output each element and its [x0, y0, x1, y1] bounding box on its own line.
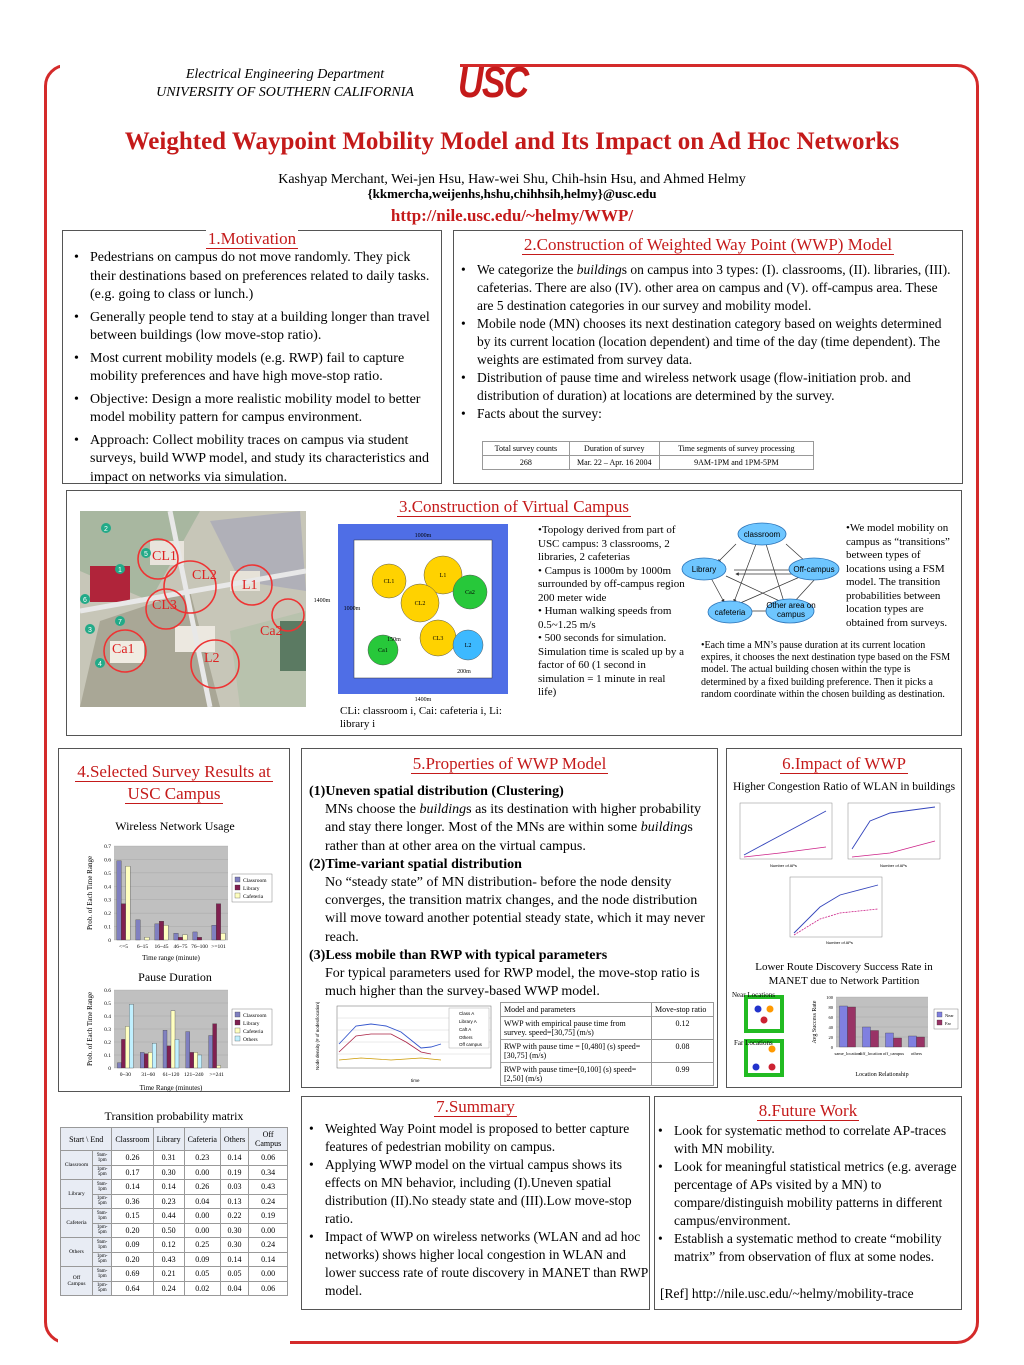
- svg-text:5: 5: [144, 551, 148, 558]
- svg-text:Ca2: Ca2: [465, 590, 475, 596]
- svg-text:Library A: Library A: [459, 1019, 477, 1024]
- legend-label: Near: [945, 1013, 954, 1018]
- campus-caption: CLi: classroom i, Cai: cafeteria i, Li: library i: [340, 705, 502, 730]
- bar: [155, 924, 159, 940]
- bar: [117, 861, 121, 940]
- list-item: • Approach: Collect mobility traces on campus via student surveys, build WWP model, and study its characteristics and impact on networks via simulation.: [68, 432, 436, 488]
- wwp-construction-list: [455, 261, 955, 423]
- transition-matrix-table: [60, 1127, 288, 1296]
- wwp-construction-title: 2.Construction of Weighted Way Point (WWP) Model: [523, 235, 893, 254]
- table-row: Classroom 9am-1pm 0.26 0.31 0.23 0.14 0.06: [61, 1151, 288, 1166]
- impact-title: 6.Impact of WWP: [782, 754, 906, 773]
- svg-text:Number of APs: Number of APs: [880, 863, 907, 868]
- svg-text:1: 1: [118, 567, 122, 574]
- x-tick-label: <=5: [119, 944, 128, 950]
- bar: [136, 920, 140, 940]
- table-row: RWP with pause time = [0,480] (s) speed=[30,75] (m/s) 0.08: [501, 1040, 714, 1063]
- table-row: Library 9am-1pm 0.14 0.14 0.26 0.03 0.43: [61, 1180, 288, 1195]
- bar: [174, 933, 178, 940]
- success-rate-chart: [812, 995, 958, 1078]
- matrix-title: Transition probability matrix: [104, 1109, 244, 1123]
- bar: [197, 937, 201, 940]
- svg-text:L1: L1: [439, 573, 447, 579]
- list-item: • Look for meaningful statistical metrics (e.g. average percentage of APs visited by a MN) to compare/distinguish mobility patterns in different campus/environment.: [652, 1158, 958, 1230]
- legend-swatch: [235, 877, 240, 882]
- x-tick-label: others: [911, 1051, 922, 1056]
- legend-swatch: [235, 1012, 240, 1017]
- chart-title: Wireless Network Usage: [115, 819, 235, 833]
- table-header: Start \ End: [61, 1128, 112, 1151]
- x-tick-label: >=241: [209, 1072, 224, 1078]
- x-tick-label: same_location: [834, 1051, 861, 1056]
- bar: [917, 1037, 925, 1047]
- bar: [217, 1065, 221, 1068]
- legend-swatch: [235, 1036, 240, 1041]
- y-tick-label: 0: [108, 938, 111, 944]
- wireless-usage-chart: [82, 838, 288, 964]
- y-tick-label: 0.6: [104, 988, 111, 994]
- legend-swatch: [937, 1012, 942, 1017]
- bar: [126, 866, 130, 940]
- legend-label: Others: [243, 1037, 258, 1043]
- bar: [171, 1011, 175, 1068]
- x-tick-label: 61~120: [162, 1072, 180, 1078]
- table-header: Others: [220, 1128, 248, 1151]
- survey-results-title: 4.Selected Survey Results at USC Campus: [77, 762, 271, 803]
- svg-text:4: 4: [98, 661, 102, 668]
- chart-title: Pause Duration: [138, 970, 212, 984]
- motivation-title: 1.Motivation: [207, 229, 297, 248]
- bar: [212, 925, 216, 940]
- x-tick-label: 46~75: [173, 944, 188, 950]
- svg-text:Near Locations: Near Locations: [732, 991, 775, 999]
- bar: [221, 933, 225, 940]
- x-tick-label: 6~15: [136, 944, 149, 950]
- y-tick-label: 0.2: [104, 911, 111, 918]
- svg-text:150m: 150m: [387, 637, 401, 643]
- bar: [198, 1055, 202, 1068]
- table-header: Classroom: [112, 1128, 153, 1151]
- x-tick-label: 121~240: [184, 1072, 204, 1078]
- bar: [121, 904, 125, 940]
- bar: [186, 1032, 190, 1068]
- x-tick-label: 76~100: [191, 944, 208, 950]
- fsm-node: Library: [691, 565, 717, 574]
- svg-text:7: 7: [118, 619, 122, 626]
- map-label: L2: [204, 651, 220, 666]
- bar: [193, 932, 197, 940]
- table-row: 1pm-5pm 0.20 0.43 0.09 0.14 0.14: [61, 1252, 288, 1267]
- svg-text:CL2: CL2: [414, 601, 426, 607]
- department: Electrical Engineering Department UNIVERSITY OF SOUTHERN CALIFORNIA: [156, 67, 414, 100]
- bar: [190, 1052, 194, 1068]
- y-tick-label: 100: [826, 995, 833, 1000]
- bar: [862, 1027, 870, 1047]
- plot-area: [114, 846, 228, 940]
- y-tick-label: 40: [828, 1025, 833, 1030]
- svg-text:Ca1: Ca1: [378, 648, 388, 654]
- table-header: Cafeteria: [184, 1128, 220, 1151]
- table-header: Off Campus: [249, 1128, 288, 1151]
- y-tick-label: 80: [828, 1005, 833, 1010]
- emails: {kkmercha,weijenhs,hshu,chihhsih,helmy}@usc.edu: [367, 186, 657, 201]
- list-item: • Objective: Design a more realistic mobility model to better model mobility pattern for campus environment.: [68, 391, 436, 428]
- legend-swatch: [937, 1020, 942, 1025]
- svg-text:Number of APs: Number of APs: [770, 863, 797, 868]
- future-work-list: [652, 1122, 958, 1266]
- y-axis-label: Avg Success Rate: [812, 1000, 818, 1044]
- project-url[interactable]: http://nile.usc.edu/~helmy/WWP/: [390, 206, 634, 225]
- congestion-charts: [730, 797, 960, 947]
- y-tick-label: 60: [828, 1015, 833, 1020]
- table-row: 1pm-5pm 0.17 0.30 0.00 0.19 0.34: [61, 1165, 288, 1180]
- list-item: • Applying WWP model on the virtual campus shows its effects on MN behavior, including (I).Uneven spatial distribution (II).No steady state and (III).Low move-stop ratio.: [303, 1156, 648, 1228]
- svg-text:2: 2: [104, 526, 108, 533]
- map-label: L1: [242, 578, 258, 593]
- table-row: Off Campus 9am-1pm 0.69 0.21 0.05 0.05 0.00: [61, 1267, 288, 1282]
- motivation-list: [68, 249, 436, 491]
- list-item: • Generally people tend to stay at a building longer than travel between buildings (low move-stop ratio).: [68, 309, 436, 346]
- fsm-node: cafeteria: [714, 608, 746, 617]
- bar: [216, 904, 220, 940]
- node-density-chart: [311, 1002, 497, 1086]
- table-row: 1pm-5pm 0.20 0.50 0.00 0.30 0.00: [61, 1223, 288, 1238]
- bar: [129, 1004, 133, 1068]
- y-tick-label: 0: [830, 1045, 833, 1050]
- bar: [117, 1063, 121, 1068]
- list-item: • Mobile node (MN) chooses its next destination category based on weights determined by its current location (location dependent) and time of the day (time dependent). The weights are estimated from survey data.: [455, 315, 955, 369]
- wwp-properties-text: (1)Uneven spatial distribution (Clustering) MNs choose the buildings as its destination with higher probability and stay there longer. Most of the MNs are within some buildings rather than at other area on the virtual campus. (2)Time-variant spatial distribution No “steady state” of MN distribution- before the node density converges, the transition matrix changes, and the node distribution will move toward another potential steady state, which it may never reach. (3)Less mobile than RWP with typical parameters For typical parameters used for RWP model, the move-stop ratio is much higher than the survey-based WWP model.: [309, 784, 705, 1000]
- map-label: CL3: [152, 598, 177, 613]
- bar: [167, 1046, 171, 1068]
- impact-caption-1: Higher Congestion Ratio of WLAN in buildings: [732, 781, 956, 793]
- y-tick-label: 0.5: [104, 870, 111, 877]
- y-axis-label: Prob. of Each Time Range: [86, 855, 94, 931]
- x-tick-label: 0~30: [119, 1072, 132, 1078]
- y-tick-label: 0.1: [104, 1053, 111, 1059]
- table-row: RWP with pause time=[0,100] (s) speed=[2,50] (m/s) 0.99: [501, 1063, 714, 1086]
- y-axis-label: Prob. of Each Time Range: [86, 991, 94, 1067]
- list-item: • Establish a systematic method to create “mobility matrix” from observation of flux at some nodes.: [652, 1230, 958, 1266]
- move-stop-ratio-table: [500, 1002, 714, 1086]
- x-axis-label: Location Relationship: [855, 1072, 909, 1078]
- bar: [213, 1024, 217, 1068]
- bar: [121, 1039, 125, 1068]
- bar: [178, 937, 182, 940]
- list-item: • Most current mobility models (e.g. RWP) fail to capture mobility preferences and have high move-stop ratio.: [68, 350, 436, 387]
- fsm-node: Off-campus: [793, 565, 835, 574]
- authors: Kashyap Merchant, Wei-jen Hsu, Haw-wei Shu, Chih-hsin Hsu, and Ahmed Helmy: [278, 172, 746, 187]
- y-tick-label: 0.2: [104, 1040, 111, 1046]
- fsm-node: Other area on campus: [766, 601, 816, 619]
- svg-text:200m: 200m: [457, 669, 471, 675]
- list-item: • We categorize the buildings on campus into 3 types: (I). classrooms, (II). libraries, (III). cafeterias. There are also (IV). other area on campus and (V). off-campus area. These are 5 destination categories in our survey and mobility model.: [455, 261, 955, 315]
- list-item: • Impact of WWP on wireless networks (WLAN and ad hoc networks) shows higher local congestion in WLAN and lower success rate of route discovery in MANET than RWP model.: [303, 1228, 648, 1300]
- bar: [209, 1036, 213, 1069]
- svg-text:3: 3: [88, 627, 92, 634]
- campus-map: [80, 511, 306, 707]
- svg-text:Caft A: Caft A: [459, 1027, 472, 1032]
- bar: [908, 1036, 916, 1047]
- bar: [163, 1030, 167, 1068]
- x-axis-label: Time Range (minutes): [139, 1084, 203, 1092]
- x-tick-label: diff_location: [858, 1051, 883, 1056]
- legend-label: Classroom: [243, 878, 267, 884]
- table-header: Library: [153, 1128, 184, 1151]
- table-header: Move-stop ratio: [652, 1003, 714, 1017]
- svg-text:1000m: 1000m: [343, 606, 361, 612]
- legend-label: Far: [945, 1021, 951, 1026]
- x-tick-label: 16~45: [154, 944, 169, 950]
- svg-text:1400m: 1400m: [313, 598, 331, 604]
- summary-list: [303, 1120, 648, 1300]
- table-row: Cafeteria 9am-1pm 0.15 0.44 0.00 0.22 0.19: [61, 1209, 288, 1224]
- bar: [885, 1033, 893, 1047]
- bar: [194, 1052, 198, 1068]
- table-row: 1pm-5pm 0.36 0.23 0.04 0.13 0.24: [61, 1194, 288, 1209]
- y-tick-label: 0.5: [104, 1001, 111, 1007]
- y-tick-label: 0.7: [104, 844, 111, 850]
- legend-swatch: [235, 885, 240, 890]
- route-discovery-figure: [730, 989, 960, 1085]
- svg-text:time: time: [411, 1078, 420, 1083]
- poster-title: Weighted Waypoint Mobility Model and Its Impact on Ad Hoc Networks: [124, 128, 900, 155]
- y-tick-label: 0.3: [104, 897, 111, 904]
- legend-label: Library: [243, 1021, 260, 1027]
- table-header: Model and parameters: [501, 1003, 652, 1017]
- x-axis-label: Time range (minute): [142, 954, 200, 962]
- y-tick-label: 0.4: [104, 884, 111, 891]
- list-item: • Distribution of pause time and wireless network usage (flow-initiation prob. and distribution of duration) at locations are determined by the survey.: [455, 369, 955, 405]
- bar: [894, 1038, 902, 1047]
- bar: [148, 1052, 152, 1068]
- virtual-campus-title: 3.Construction of Virtual Campus: [398, 497, 630, 516]
- list-item: • Facts about the survey:: [455, 405, 955, 423]
- table-row: Others 9am-1pm 0.09 0.12 0.25 0.30 0.24: [61, 1238, 288, 1253]
- y-tick-label: 0.4: [104, 1014, 111, 1020]
- x-tick-label: 31~60: [141, 1072, 156, 1078]
- usc-logo: USC: [458, 58, 528, 107]
- bar: [848, 1007, 856, 1047]
- bar: [159, 921, 163, 940]
- legend-swatch: [235, 1020, 240, 1025]
- legend-swatch: [235, 893, 240, 898]
- wwp-properties-title: 5.Properties of WWP Model: [412, 754, 607, 773]
- svg-text:6: 6: [83, 597, 87, 604]
- svg-text:Number of APs: Number of APs: [826, 940, 853, 945]
- list-item: • Pedestrians on campus do not move randomly. They pick their destinations based on preferences related to daily tasks. (e.g. going to class or lunch.): [68, 249, 436, 305]
- virtual-campus-diagram: [310, 520, 530, 705]
- svg-text:CL1: CL1: [383, 579, 395, 585]
- x-tick-label: >=101: [211, 944, 226, 950]
- legend-label: Cafeteria: [243, 894, 264, 900]
- map-label: Ca2: [260, 624, 283, 639]
- svg-text:CL3: CL3: [432, 636, 444, 642]
- legend-label: Classroom: [243, 1013, 267, 1019]
- svg-text:1000m: 1000m: [414, 533, 432, 539]
- map-label: CL2: [192, 568, 217, 583]
- bar: [183, 935, 187, 940]
- bar: [125, 1026, 129, 1068]
- svg-text:Far Locations: Far Locations: [734, 1039, 773, 1047]
- pause-duration-chart: [82, 985, 288, 1101]
- fsm-description-2: •Each time a MN’s pause duration at its current location expires, it chooses the next destination type based on the FSM model. The actual building chosen within the type is determined by a fixed building preference. Then it picks a random coordinate within the chosen building as destination.: [701, 640, 951, 700]
- legend-label: Cafeteria: [243, 1029, 264, 1035]
- bar: [164, 925, 168, 940]
- svg-text:L2: L2: [464, 643, 472, 649]
- x-tick-label: off_campus: [882, 1051, 905, 1056]
- svg-text:Others: Others: [459, 1035, 473, 1040]
- y-tick-label: 0.6: [104, 857, 111, 864]
- svg-text:Off campus: Off campus: [459, 1042, 482, 1047]
- y-tick-label: 0: [108, 1066, 111, 1072]
- bar: [175, 1039, 179, 1068]
- survey-facts-table: Total survey counts Duration of survey Time segments of survey processing 268 Mar. 22 – Apr. 16 2004 9AM-1PM and 1PM-5PM: [482, 441, 814, 470]
- bar: [140, 1052, 144, 1068]
- svg-text:Class A: Class A: [459, 1011, 475, 1016]
- legend-label: Library: [243, 886, 260, 892]
- map-label: Ca1: [112, 642, 135, 657]
- reference-link[interactable]: [Ref] http://nile.usc.edu/~helmy/mobility-trace: [660, 1286, 914, 1301]
- bar: [145, 937, 149, 940]
- future-work-title: 8.Future Work: [758, 1101, 858, 1120]
- summary-title: 7.Summary: [436, 1097, 515, 1116]
- bar: [839, 1006, 847, 1047]
- impact-caption-2: Lower Route Discovery Success Rate in MANET due to Network Partition: [755, 961, 933, 987]
- legend-swatch: [235, 1028, 240, 1033]
- svg-text:Node density (# of nodes/locat: Node density (# of nodes/location): [315, 1002, 320, 1070]
- list-item: • Weighted Way Point model is proposed to better capture features of pedestrian mobility on campus.: [303, 1120, 648, 1156]
- y-tick-label: 0.1: [104, 924, 111, 931]
- svg-text:1400m: 1400m: [414, 697, 432, 703]
- bar: [144, 1054, 148, 1068]
- list-item: • Look for systematic method to correlate AP-traces with MN mobility.: [652, 1122, 958, 1158]
- y-tick-label: 0.3: [104, 1027, 111, 1033]
- y-tick-label: 20: [828, 1035, 833, 1040]
- bar: [871, 1031, 879, 1048]
- map-label: CL1: [152, 549, 177, 564]
- campus-description: •Topology derived from part of USC campus: 3 classrooms, 2 libraries, 2 cafeterias • Campus is 1000m by 1000m surrounded by off-campus region 200 meter wide • Human walking speeds from 0.5~1.25 m/s • 500 seconds for simulation. Simulation time is scaled up by a factor of 60 (1 second in simulation = 1 minute in real life): [538, 524, 685, 698]
- table-row: 1pm-5pm 0.64 0.24 0.02 0.04 0.06: [61, 1281, 288, 1296]
- fsm-description: •We model mobility on campus as “transitions” between types of locations using a FSM model. The transition probabilities between location types are obtained from surveys.: [846, 522, 950, 629]
- bar: [152, 1043, 156, 1068]
- table-row: WWP with empirical pause time from survey. speed=[30,75] (m/s) 0.12: [501, 1017, 714, 1040]
- fsm-node: classroom: [743, 530, 781, 539]
